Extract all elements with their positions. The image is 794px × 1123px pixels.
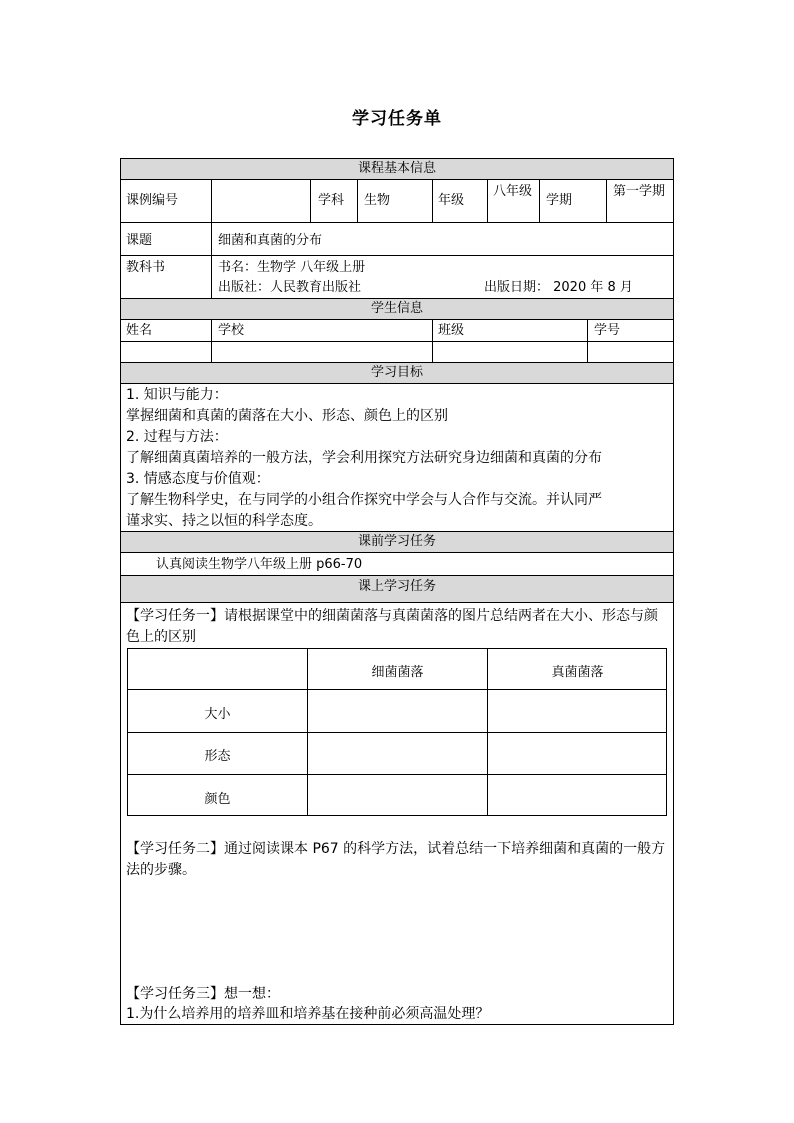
page-title: 学习任务单	[352, 109, 442, 129]
class-field[interactable]	[433, 342, 586, 361]
goal-line: 了解生物科学史，在与同学的小组合作探究中学会与人合作与交流。并认同严	[126, 492, 602, 508]
goal-line: 2. 过程与方法：	[126, 429, 228, 445]
bacteria-size-field[interactable]	[308, 690, 486, 731]
label-subject: 学科	[318, 193, 345, 208]
fungi-size-field[interactable]	[488, 690, 666, 731]
goal-line: 谨求实、持之以恒的科学态度。	[126, 513, 322, 529]
value-topic: 细菌和真菌的分布	[218, 233, 323, 248]
school-field[interactable]	[212, 342, 431, 361]
task1-line1: 【学习任务一】请根据课堂中的细菌菌落与真菌菌落的图片总结两者在大小、形态与颜	[126, 608, 658, 624]
task3-line1: 【学习任务三】想一想：	[126, 986, 280, 1002]
label-name: 姓名	[126, 323, 153, 338]
task2-line2: 法的步骤。	[126, 862, 196, 878]
goal-line: 3. 情感态度与价值观：	[126, 471, 270, 487]
label-student-no: 学号	[594, 323, 621, 338]
label-term: 学期	[546, 193, 573, 208]
label-topic: 课题	[126, 233, 153, 248]
goal-line: 了解细菌真菌培养的一般方法，学会利用探究方法研究身边细菌和真菌的分布	[126, 450, 602, 466]
section-goals-header: 学习目标	[121, 363, 673, 383]
goal-line: 掌握细菌和真菌的菌落在大小、形态、颜色上的区别	[126, 408, 448, 424]
section-pre-header: 课前学习任务	[121, 532, 673, 552]
label-grade: 年级	[438, 193, 465, 208]
section-course-header: 课程基本信息	[121, 159, 673, 179]
col-bacteria: 细菌菌落	[371, 665, 424, 680]
task1-line2: 色上的区别	[126, 629, 196, 645]
student-no-field[interactable]	[588, 342, 672, 361]
textbook-publisher: 出版社：人民教育出版社	[218, 280, 362, 295]
col-fungi: 真菌菌落	[551, 665, 604, 680]
label-textbook: 教科书	[126, 260, 166, 275]
task2-line1: 【学习任务二】通过阅读课本 P67 的科学方法，试着总结一下培养细菌和真菌的一般方	[126, 841, 666, 857]
value-term: 第一学期	[613, 184, 666, 199]
name-field[interactable]	[121, 342, 210, 361]
section-class-header: 课上学习任务	[121, 576, 673, 602]
label-class: 班级	[438, 323, 465, 338]
bacteria-color-field[interactable]	[308, 775, 486, 815]
row-size: 大小	[204, 707, 231, 722]
row-color: 颜色	[204, 792, 231, 807]
lesson-no-field[interactable]	[212, 180, 309, 221]
pre-task-text: 认真阅读生物学八年级上册 p66-70	[156, 557, 363, 572]
task2-answer-area[interactable]	[126, 884, 666, 980]
section-student-header: 学生信息	[121, 299, 673, 319]
label-lesson-no: 课例编号	[126, 193, 179, 208]
value-grade: 八年级	[493, 184, 533, 199]
value-subject: 生物	[364, 193, 391, 208]
fungi-shape-field[interactable]	[488, 733, 666, 773]
row-shape: 形态	[204, 749, 231, 764]
fungi-color-field[interactable]	[488, 775, 666, 815]
task3-line2: 1.为什么培养用的培养皿和培养基在接种前必须高温处理？	[126, 1006, 490, 1022]
textbook-name: 书名：生物学 八年级上册	[218, 260, 366, 275]
bacteria-shape-field[interactable]	[308, 733, 486, 773]
goal-line: 1. 知识与能力：	[126, 387, 228, 403]
textbook-date: 出版日期： 2020 年 8 月	[484, 280, 633, 295]
label-school: 学校	[218, 323, 245, 338]
